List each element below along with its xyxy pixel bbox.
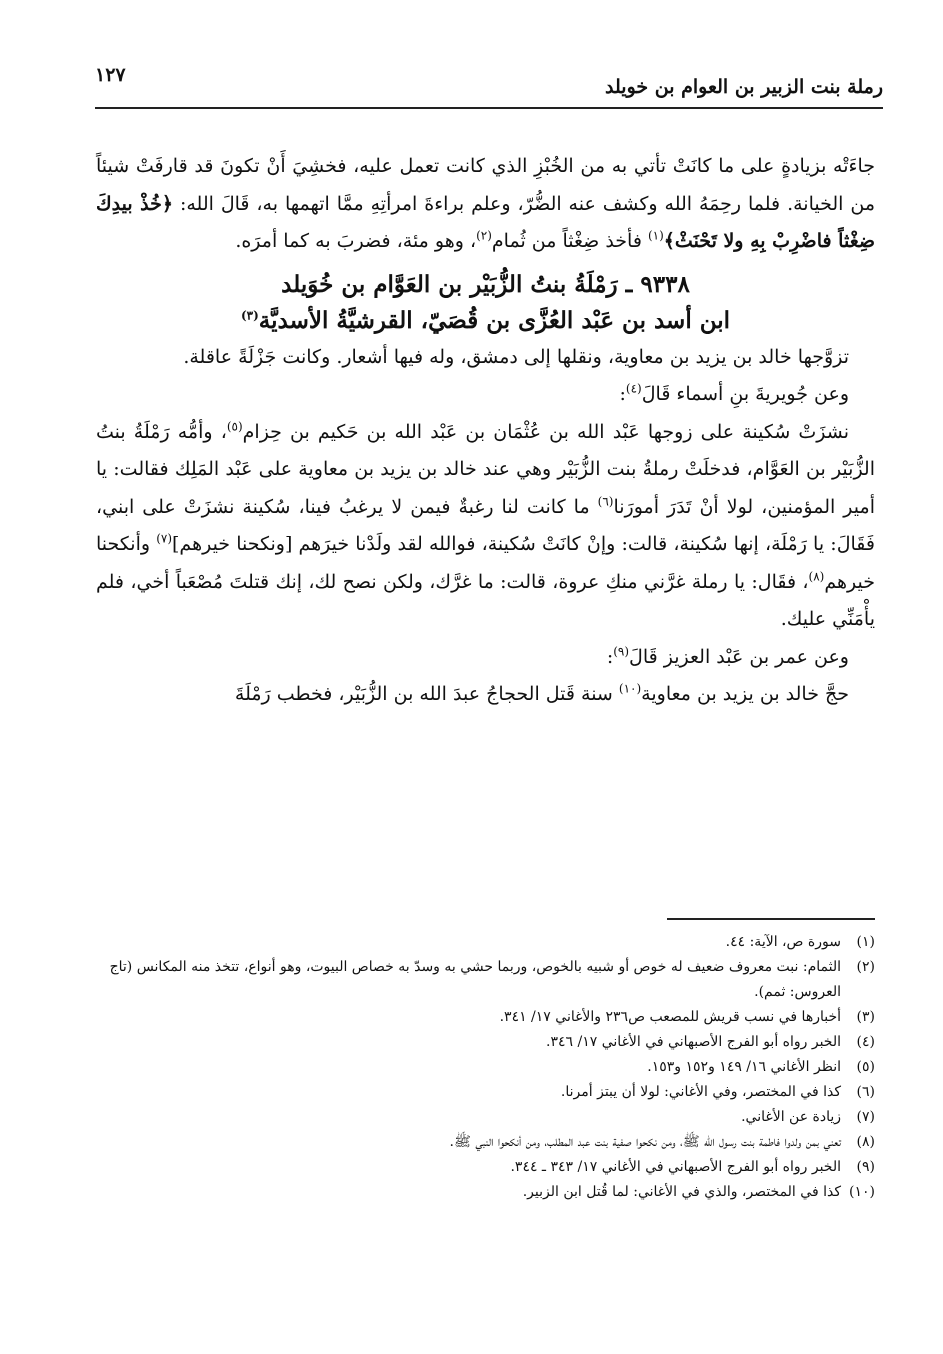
paragraph-3: وعن جُويريةَ بنِ أسماء قَالَ$^{(٤)}$: — [619, 381, 849, 405]
footnote-ref-7: (٧) — [156, 531, 173, 546]
footnote-5: (٥) انظر الأغاني ١٦/ ١٤٩ و١٥٢ و١٥٣. — [647, 1059, 875, 1075]
footnote-ref-1: (١) — [647, 228, 664, 243]
footnote-7: (٧) زيادة عن الأغاني. — [741, 1109, 875, 1125]
footnote-2: (٢) الثمام: نبت معروف ضعيف له خوص أو شبيه بالخوص، وربما حشي به وسدّ به خصاص البيوت، وهو أنواع، تتخذ منه المكانس (تاج العروس: ثمم). — [109, 959, 875, 1000]
paragraph-2: تزوَّجها خالد بن يزيد بن معاوية، ونقلها إلى دمشق، وله فيها أشعار. وكانت جَزْلَةً عاقلة. — [183, 345, 849, 368]
footnote-ref-10: (١٠) — [618, 681, 642, 696]
footnote-1: (١) سورة ص، الآية: ٤٤. — [725, 934, 875, 950]
header-rule — [95, 107, 883, 109]
footnote-ref-2: (٢) — [476, 228, 492, 243]
footnote-10: (١٠) كذا في المختصر، والذي في الأغاني: لما قُتل ابن الزبير. — [522, 1184, 875, 1200]
page-number: ١٢٧ — [95, 64, 126, 86]
footnote-ref-4: (٤) — [625, 381, 642, 396]
paragraph-5: وعن عمر بن عَبْد العزيز قَالَ$^{(٩)}$: — [606, 644, 849, 668]
heading-line-2: ابن أسد بن عَبْد العُزَّى بن قُصَيّ، القرشيَّةُ الأسديَّة$^{(٣)}$ — [240, 306, 731, 334]
footnotes — [96, 930, 875, 1205]
paragraph-1: جاءَتْه بزيادةٍ على ما كانَتْ تأتي به من الخُبْزِ الذي كانت تعمل عليه، فخشِيَ أَنْ تكونَ قد قارفَتْ شيئاً من الخيانة. فلما رحِمَهُ الله وكشف عنه الضُّرّ، وعلم براءةَ امرأتِهِ ممَّا اتهمها به، قَالَ الله: ﴿خُذْ بيدِكَ ضِغْثاً فاضْرِبْ بِهِ ولا تَحْنَثْ﴾$^{(١)}$ فأخذ ضِغْثاً من ثُمام$^{(٢)}$، وهو مئة، فضربَ به كما أمرَه. — [96, 155, 876, 252]
footnote-3: (٣) أخبارها في نسب قريش للمصعب ص٢٣٦ والأغاني ١٧/ ٣٤١. — [499, 1009, 875, 1025]
running-title: رملة بنت الزبير بن العوام بن خويلد — [605, 76, 883, 98]
footnote-separator — [667, 918, 875, 920]
footnote-ref-8: (٨) — [808, 569, 825, 584]
footnote-ref-3: (٣) — [240, 307, 259, 322]
footnote-ref-6: (٦) — [597, 494, 614, 509]
main-text — [96, 148, 875, 714]
footnote-8: (٨) تعني بمن ولدوا فاطمة بنت رسول الله ﷺ، ومن نكحوا صفية بنت عبد المطلب، ومن أنكحوا النبي ﷺ. — [449, 1134, 875, 1150]
footnote-ref-5: (٥) — [226, 419, 243, 434]
quran-verse: ﴿خُذْ بيدِكَ ضِغْثاً فاضْرِبْ بِهِ ولا تَحْنَثْ﴾ — [96, 192, 875, 252]
footnote-9: (٩) الخبر رواه أبو الفرج الأصبهاني في الأغاني ١٧/ ٣٤٣ ـ ٣٤٤. — [510, 1159, 875, 1175]
entry-heading — [96, 267, 875, 339]
paragraph-6: حجَّ خالد بن يزيد بن معاوية$^{(١٠)}$ سنة قَتل الحجاجُ عبدَ الله بن الزُّبَيْر، فخطب رَمْلَةَ — [234, 681, 849, 705]
heading-line-1: ٩٣٣٨ ـ رَمْلَةُ بنتُ الزُّبَيْر بن العَوَّام بن خُوَيلد — [281, 270, 690, 298]
page-header — [95, 62, 883, 108]
paragraph-4: نشزَتْ سُكينة على زوجها عَبْد الله بن عُثْمَان بن عَبْد الله بن حَكيم بن حِزام$^{(٥)}$، وأمُّه رَمْلَةُ بنتُ الزُّبَيْر بن العَوَّام، فدخلَتْ رملةُ بنت الزُّبَيْر وهي عند خالد بن يزيد بن معاوية على عَبْد المَلِك فقالت: يا أمير المؤمنين، لولا أنْ تَدَرَ أمورَنا$^{(٦)}$ ما كانت لنا رغبةٌ فيمن لا يرغبُ فينا، سُكينة نشزَتْ على ابني، فَقَالَ: يا رَمْلَة، إنها سُكينة، قالت: وإنْ كانَتْ سُكينة، فوالله لقد ولَدْنا خيرَهم [ونكحنا خيرهم]$^{(٧)}$ وأنكحنا خيرهم$^{(٨)}$، فقَال: يا رملة غرَّني منكِ عروة، قالت: ما غرَّك، ولكن نصح لك، إنك قتلتَ مُصْعَباً أخي، فلم يأْمَنِّي عليك. — [96, 419, 875, 630]
footnote-4: (٤) الخبر رواه أبو الفرج الأصبهاني في الأغاني ١٧/ ٣٤٦. — [546, 1034, 875, 1050]
footnote-ref-9: (٩) — [613, 644, 630, 659]
footnote-6: (٦) كذا في المختصر، وفي الأغاني: لولا أن يبتز أمرنا. — [560, 1084, 875, 1100]
